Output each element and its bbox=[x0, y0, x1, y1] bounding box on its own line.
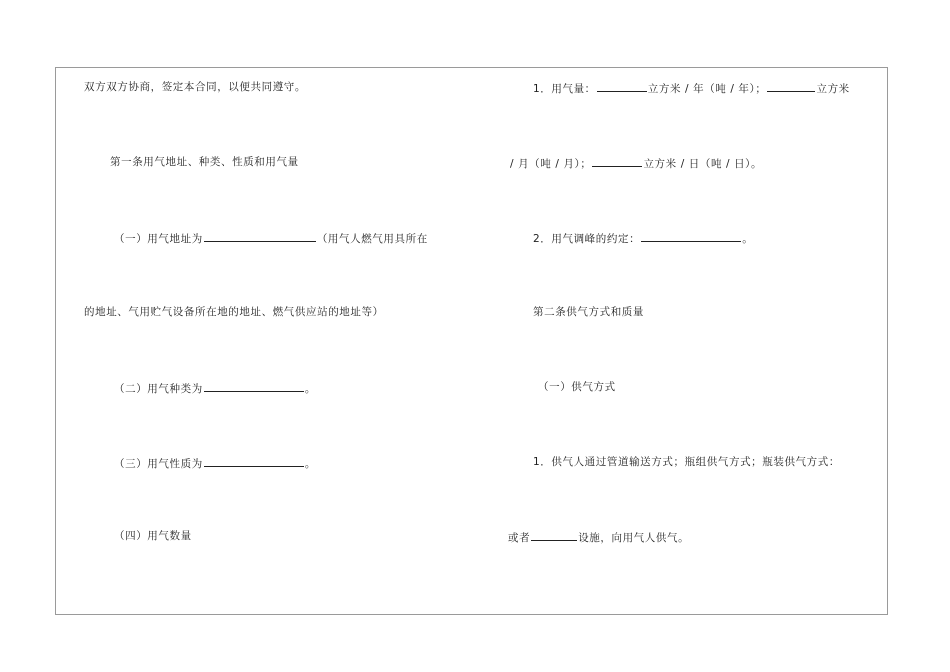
gas-volume-day-unit: 立方米 / 日（吨 / 日）。 bbox=[643, 158, 763, 170]
supply-facility-line bbox=[508, 529, 689, 545]
supply-method-options-line bbox=[533, 455, 840, 469]
gas-quantity-label: （四）用气数量 bbox=[114, 530, 192, 542]
supply-facility-blank bbox=[531, 529, 577, 541]
gas-nature-line bbox=[114, 455, 316, 471]
gas-quantity-heading bbox=[114, 529, 192, 543]
article-one-heading bbox=[110, 155, 299, 169]
article-two-heading bbox=[533, 305, 644, 319]
gas-nature-period: 。 bbox=[304, 458, 316, 470]
gas-nature-label: （三）用气性质为 bbox=[114, 458, 203, 470]
gas-volume-day-blank bbox=[592, 155, 642, 167]
peak-shaving-label: 2．用气调峰的约定： bbox=[533, 233, 641, 245]
gas-volume-line-continued bbox=[510, 155, 762, 171]
supply-method-label: （一）供气方式 bbox=[538, 381, 616, 393]
gas-volume-line bbox=[533, 80, 850, 96]
peak-shaving-blank bbox=[641, 230, 741, 242]
gas-nature-blank bbox=[204, 455, 304, 467]
gas-volume-month-unit-start: 立方米 bbox=[816, 83, 850, 95]
gas-volume-month-blank bbox=[767, 80, 815, 92]
peak-shaving-period: 。 bbox=[742, 233, 754, 245]
gas-volume-label: 1．用气量： bbox=[533, 83, 596, 95]
supply-method-heading bbox=[538, 380, 616, 394]
peak-shaving-line bbox=[533, 230, 753, 246]
gas-type-line bbox=[114, 380, 316, 396]
supply-facility-text: 设施，向用气人供气。 bbox=[578, 532, 690, 544]
supply-method-options: 1．供气人通过管道输送方式；瓶组供气方式；瓶装供气方式： bbox=[533, 456, 840, 468]
supply-facility-or: 或者 bbox=[508, 532, 531, 544]
text-line-agreement bbox=[84, 80, 306, 94]
article-two-title: 第二条供气方式和质量 bbox=[533, 306, 644, 318]
gas-volume-year-blank bbox=[597, 80, 647, 92]
gas-volume-year-unit: 立方米 / 年（吨 / 年）； bbox=[647, 83, 767, 95]
gas-address-blank bbox=[204, 230, 316, 242]
gas-volume-month-unit: / 月（吨 / 月）； bbox=[510, 158, 592, 170]
gas-address-label: （一）用气地址为 bbox=[114, 233, 203, 245]
gas-address-note-continued: 的地址、气用贮气设备所在地的地址、燃气供应站的地址等） bbox=[84, 306, 384, 318]
gas-type-blank bbox=[204, 380, 304, 392]
gas-type-label: （二）用气种类为 bbox=[114, 383, 203, 395]
gas-address-note: （用气人燃气用具所在 bbox=[316, 233, 428, 245]
article-one-title: 第一条用气地址、种类、性质和用气量 bbox=[110, 156, 299, 168]
gas-address-line bbox=[114, 230, 428, 246]
agreement-text: 双方双方协商，签定本合同，以便共同遵守。 bbox=[84, 81, 306, 93]
gas-address-continued bbox=[84, 305, 384, 319]
gas-type-period: 。 bbox=[304, 383, 316, 395]
